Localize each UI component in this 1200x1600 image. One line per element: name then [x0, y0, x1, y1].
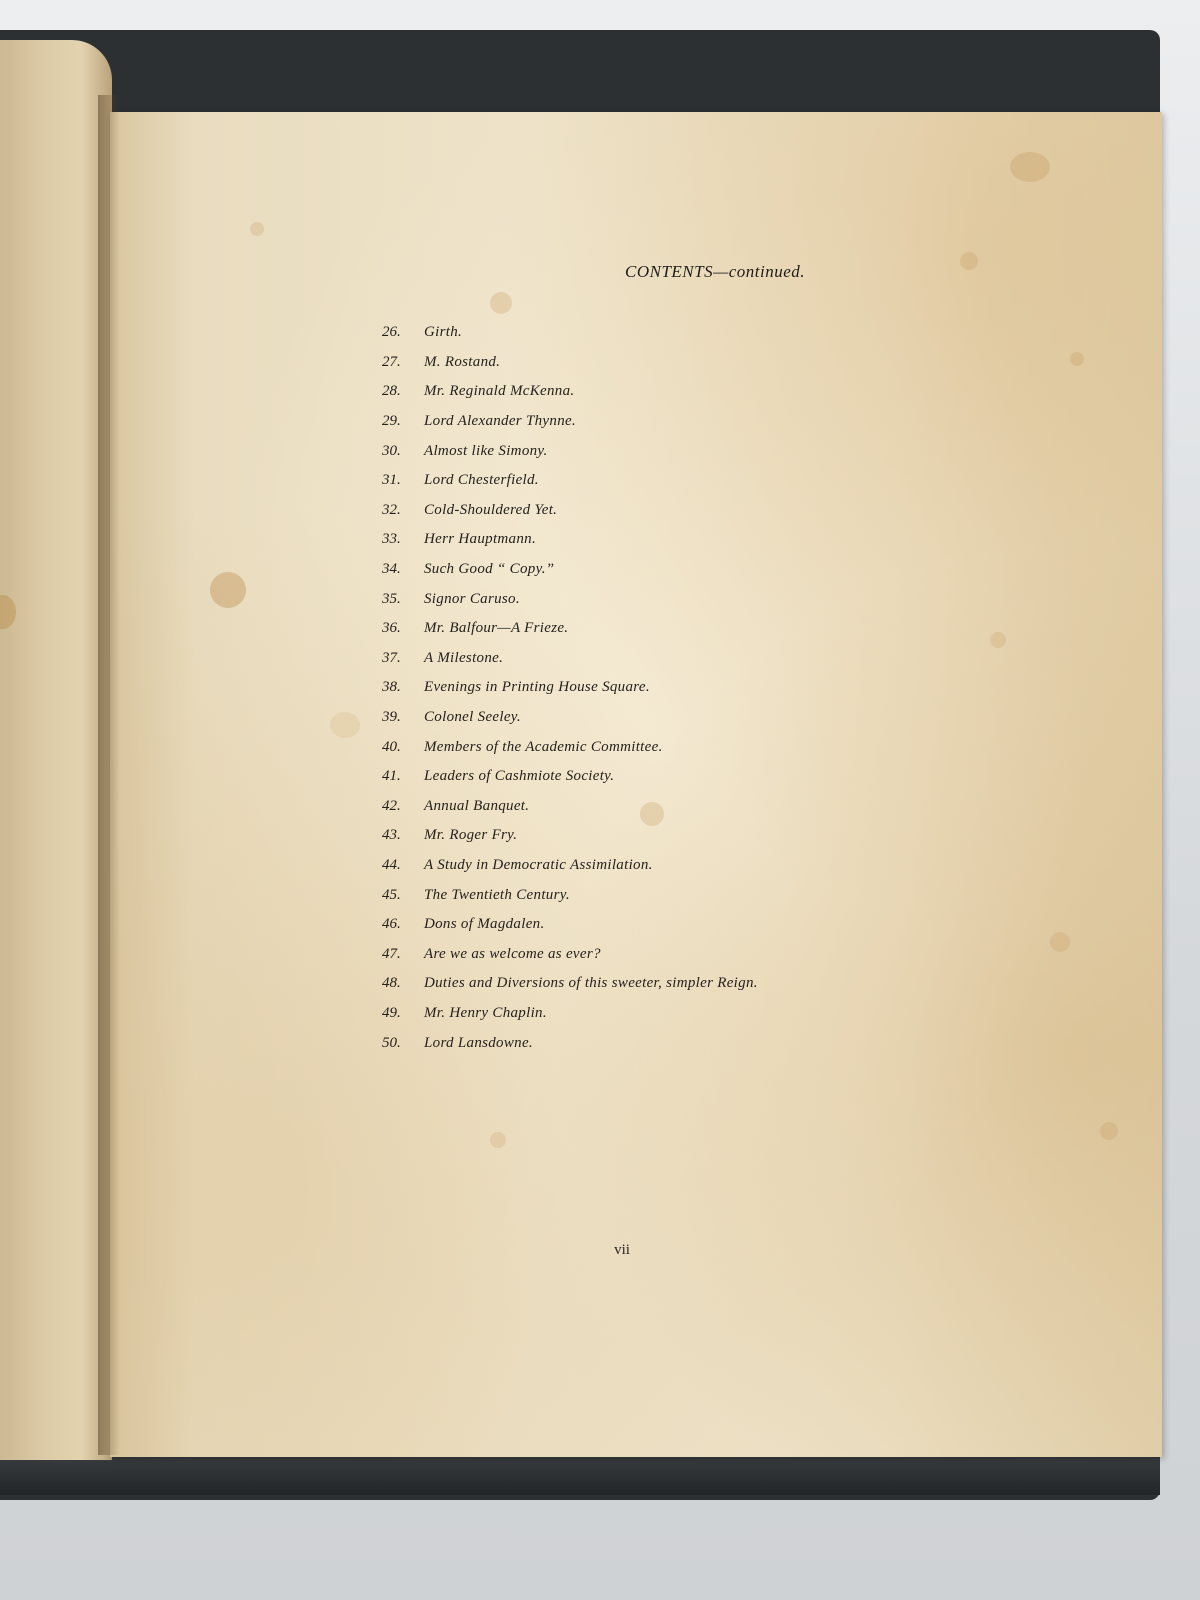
contents-heading: CONTENTS—continued.: [625, 262, 805, 281]
toc-item-title: Mr. Reginald McKenna.: [424, 383, 575, 400]
foxing-spot: [960, 252, 978, 270]
toc-item-title: Mr. Henry Chaplin.: [424, 1004, 547, 1021]
toc-item-number: 37.: [382, 649, 401, 666]
toc-item-number: 26.: [382, 324, 401, 341]
toc-item-number: 44.: [382, 856, 401, 873]
toc-item-number: 28.: [382, 383, 401, 400]
left-page-stain: [0, 595, 16, 629]
toc-item-number: 36.: [382, 620, 401, 637]
toc-item-number: 39.: [382, 709, 401, 726]
toc-item: [382, 407, 942, 437]
toc-item-title: Colonel Seeley.: [424, 709, 521, 726]
toc-item-number: 30.: [382, 442, 401, 459]
foxing-spot: [210, 572, 246, 608]
toc-item-number: 49.: [382, 1004, 401, 1021]
foxing-spot: [1100, 1122, 1118, 1140]
toc-item-title: Lord Alexander Thynne.: [424, 413, 577, 430]
toc-item: [382, 1028, 942, 1058]
toc-item-title: Leaders of Cashmiote Society.: [424, 768, 615, 785]
right-page: [110, 112, 1162, 1457]
toc-item: [382, 466, 942, 496]
toc-item: [382, 673, 942, 703]
toc-item: [382, 525, 942, 555]
toc-item: [382, 939, 942, 969]
foxing-spot: [990, 632, 1006, 648]
toc-item: [382, 703, 942, 733]
toc-item-number: 45.: [382, 886, 401, 903]
toc-item-title: Dons of Magdalen.: [424, 916, 545, 933]
toc-item-title: A Milestone.: [424, 649, 504, 666]
toc-item-title: M. Rostand.: [424, 353, 501, 370]
foxing-spot: [330, 712, 360, 738]
toc-item-title: Are we as welcome as ever?: [424, 945, 601, 962]
toc-item-title: A Study in Democratic Assimilation.: [424, 856, 653, 873]
toc-item-number: 38.: [382, 679, 401, 696]
toc-item-title: Members of the Academic Committee.: [424, 738, 663, 755]
toc-item: [382, 584, 942, 614]
toc-item-title: Such Good “ Copy.”: [424, 561, 555, 578]
toc-item-number: 50.: [382, 1034, 401, 1051]
toc-item-number: 31.: [382, 472, 401, 489]
toc-item-title: Evenings in Printing House Square.: [424, 679, 650, 696]
toc-item-number: 29.: [382, 413, 401, 430]
toc-item-title: Herr Hauptmann.: [424, 531, 536, 548]
toc-item: [382, 762, 942, 792]
toc-item: [382, 910, 942, 940]
foxing-spot: [1070, 352, 1084, 366]
left-page-edge: [0, 40, 112, 1460]
toc-item-title: Mr. Roger Fry.: [424, 827, 518, 844]
toc-item: [382, 614, 942, 644]
page-number: vii: [614, 1242, 630, 1258]
toc-item-title: Signor Caruso.: [424, 590, 520, 607]
toc-item: [382, 880, 942, 910]
toc-item-title: Almost like Simony.: [424, 442, 548, 459]
toc-item-title: Lord Lansdowne.: [424, 1034, 533, 1051]
toc-item: [382, 555, 942, 585]
toc-item: [382, 436, 942, 466]
foxing-spot: [490, 292, 512, 314]
toc-item-title: Lord Chesterfield.: [424, 472, 539, 489]
toc-item-number: 32.: [382, 501, 401, 518]
toc-item-number: 48.: [382, 975, 401, 992]
toc-item-number: 46.: [382, 916, 401, 933]
toc-item: [382, 377, 942, 407]
spine-shadow: [98, 95, 120, 1455]
foxing-spot: [490, 1132, 506, 1148]
foxing-spot: [250, 222, 264, 236]
toc-item: [382, 851, 942, 881]
foxing-spot: [1050, 932, 1070, 952]
toc-item: [382, 792, 942, 822]
book-cover-edge: [0, 1455, 1160, 1495]
toc-item: [382, 821, 942, 851]
toc-item: [382, 969, 942, 999]
toc-item: [382, 496, 942, 526]
toc-item-title: Duties and Diversions of this sweeter, simpler Reign.: [424, 975, 758, 992]
toc-item: [382, 732, 942, 762]
toc-item: [382, 348, 942, 378]
toc-item-title: Annual Banquet.: [424, 797, 530, 814]
toc-item: [382, 644, 942, 674]
toc-item-number: 33.: [382, 531, 401, 548]
toc-item-title: The Twentieth Century.: [424, 886, 570, 903]
toc-item-number: 41.: [382, 768, 401, 785]
toc-item-title: Girth.: [424, 324, 463, 341]
contents-list: [382, 318, 942, 1058]
toc-item-number: 34.: [382, 561, 401, 578]
toc-item-number: 27.: [382, 353, 401, 370]
toc-item-title: Mr. Balfour—A Frieze.: [424, 620, 569, 637]
toc-item-number: 47.: [382, 945, 401, 962]
toc-item: [382, 318, 942, 348]
toc-item-number: 35.: [382, 590, 401, 607]
toc-item-number: 43.: [382, 827, 401, 844]
toc-item-number: 42.: [382, 797, 401, 814]
toc-item: [382, 999, 942, 1029]
toc-item-number: 40.: [382, 738, 401, 755]
foxing-spot: [1010, 152, 1050, 182]
toc-item-title: Cold-Shouldered Yet.: [424, 501, 558, 518]
